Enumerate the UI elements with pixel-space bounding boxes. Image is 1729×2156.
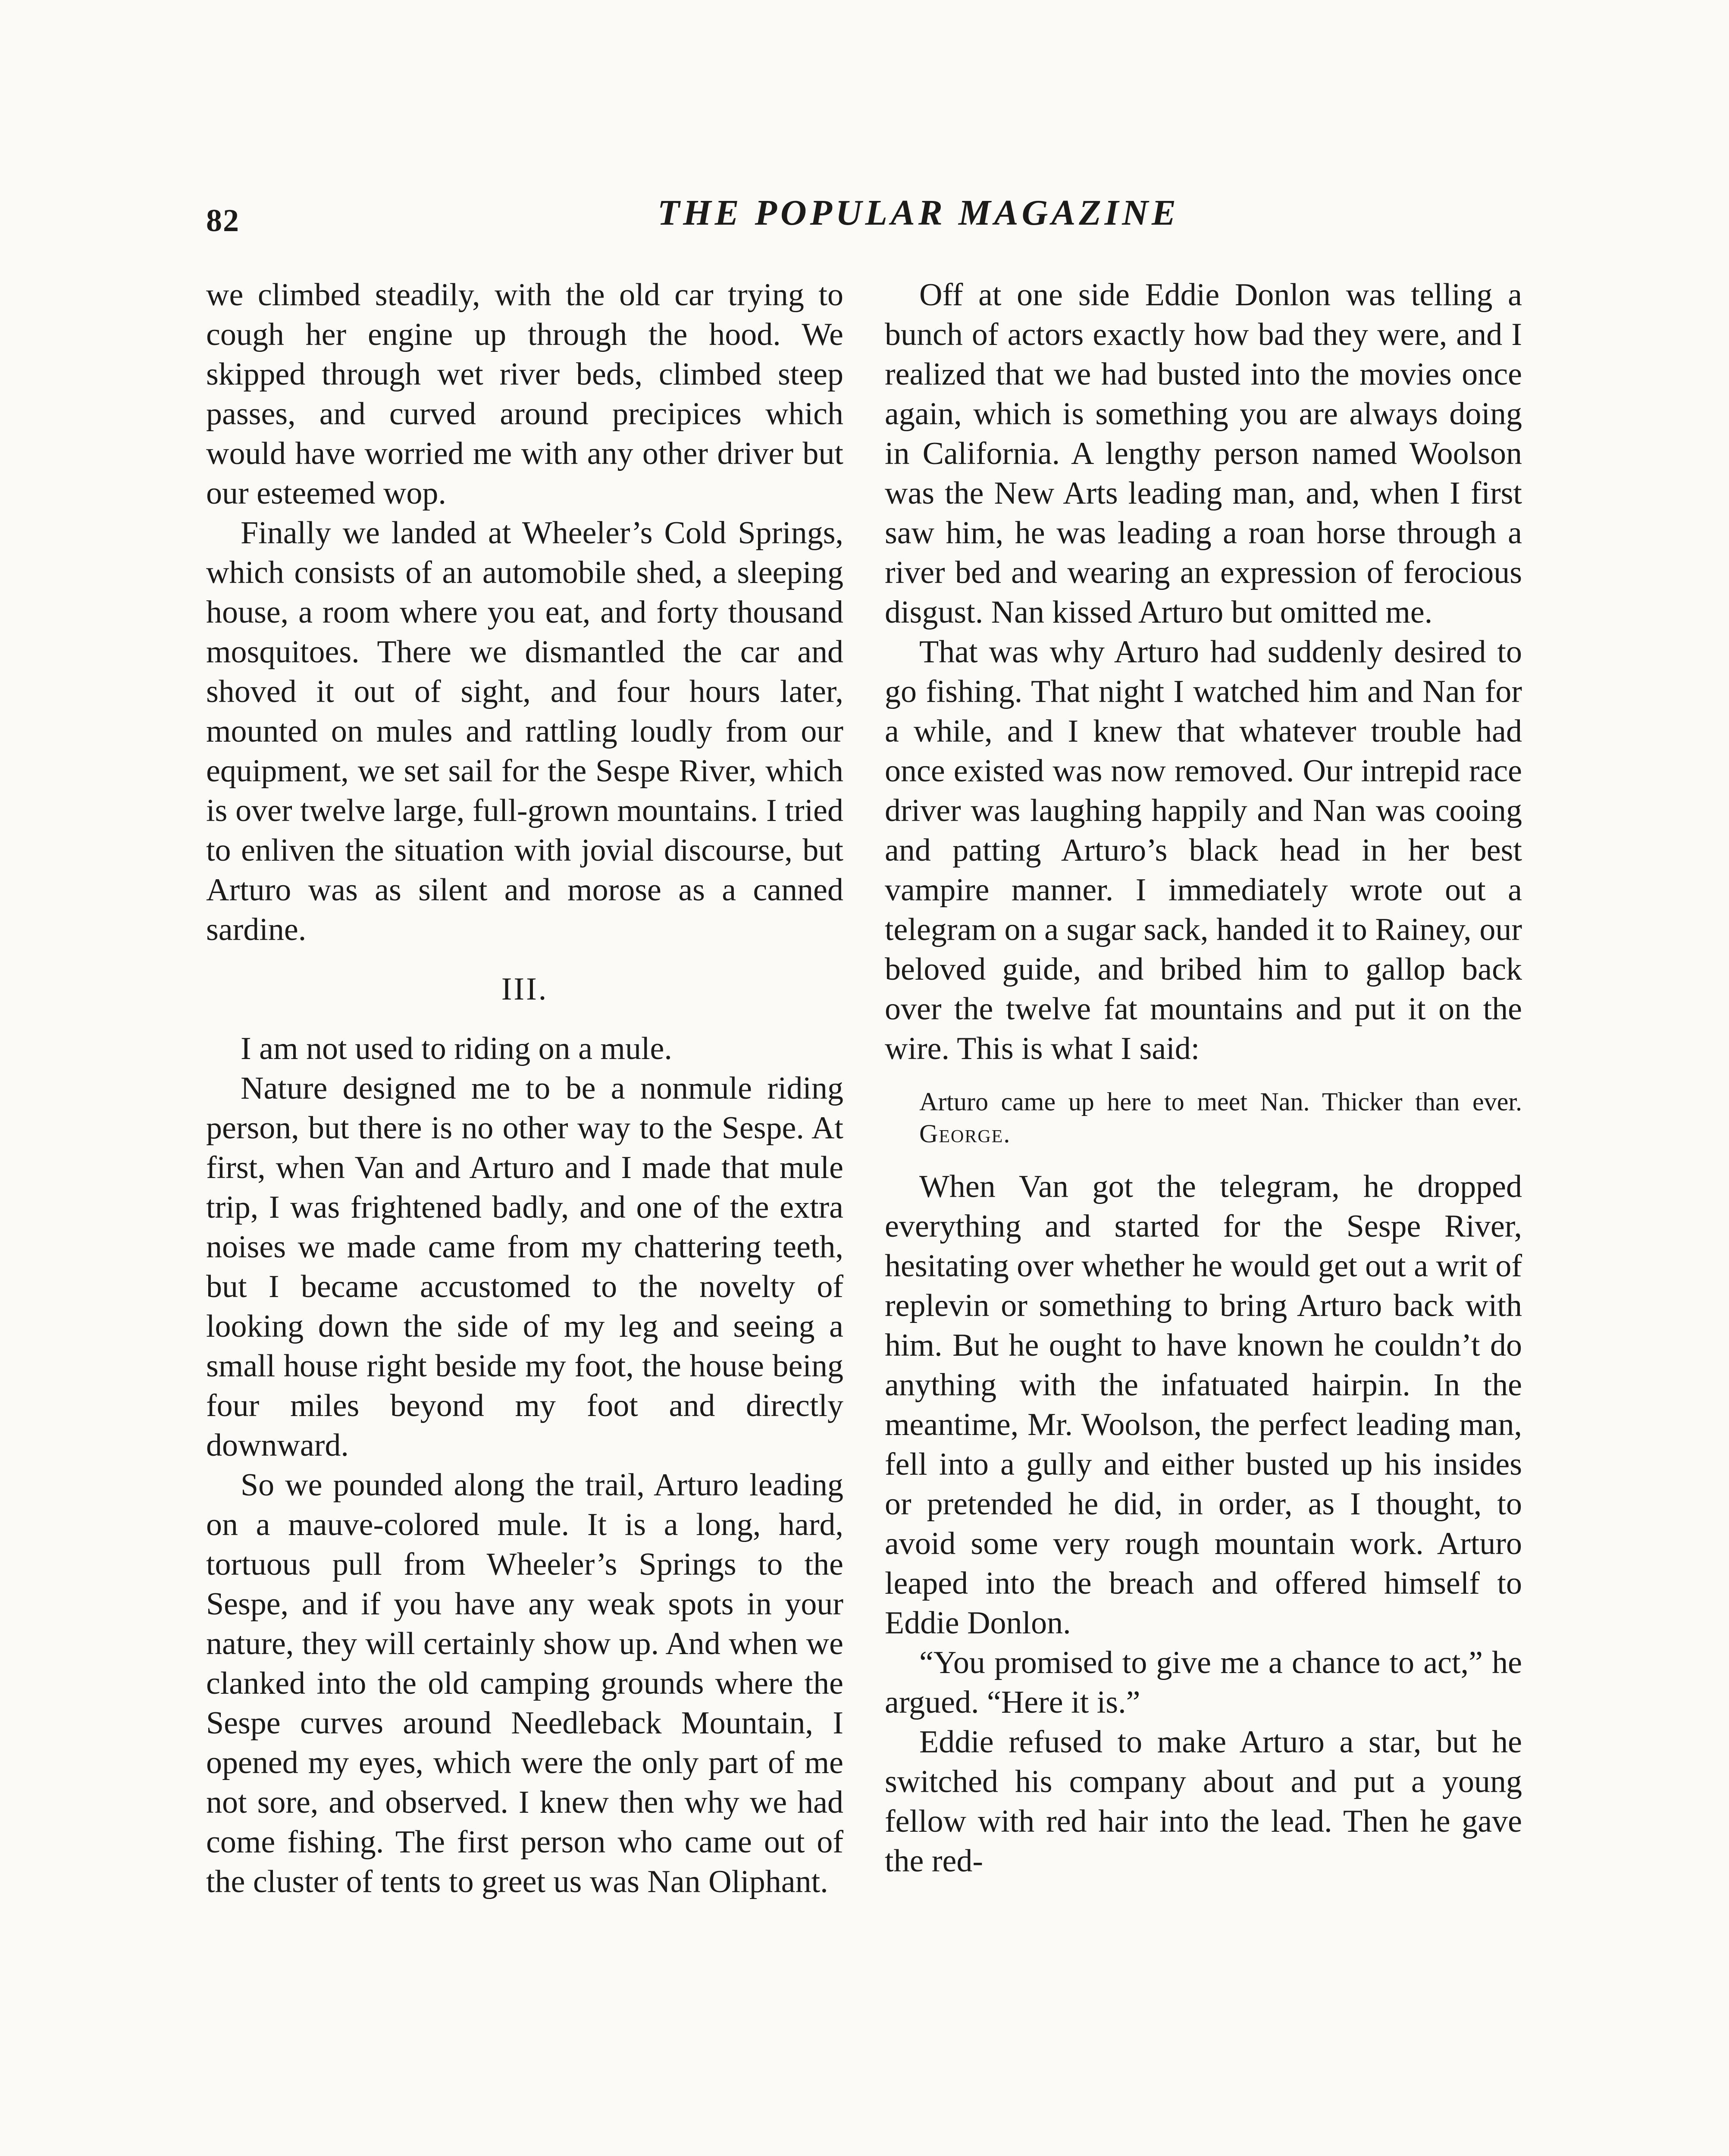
paragraph: That was why Arturo had suddenly desired to go fishing. That night I watched him and Nan for a while, and I knew that whatever trouble had once existed was now removed. Our intrepid race driver was laughing happily and Nan was cooing and patting Arturo’s black head in her best vampire manner. I immediately wrote out a telegram on a sugar sack, handed it to Rainey, our beloved guide, and bribed him to gallop back over the twelve fat mountains and put it on the wire. This is what I said: [885,634,1522,1066]
section-heading: III. [501,971,548,1007]
paragraph: “You promised to give me a chance to act,” he argued. “Here it is.” [885,1645,1522,1720]
paragraph: Finally we landed at Wheeler’s Cold Springs, which consists of an automobile shed, a sleeping house, a room where you eat, and forty thousand mosquitoes. There we dismantled the car and shoved it out of sight, and four hours later, mounted on mules and rattling loudly from our equipment, we set sail for the Sespe River, which is over twelve large, full-grown mountains. I tried to enliven the situation with jovial discourse, but Arturo was as silent and morose as a canned sardine. [206,515,843,947]
page-number: 82 [206,203,240,238]
telegram-signature: George. [919,1119,1011,1148]
paragraph: I am not used to riding on a mule. [241,1031,672,1066]
telegram-quote [919,1086,1522,1150]
paragraph: we climbed steadily, with the old car trying to cough her engine up through the hood. We skipped through wet river beds, climbed steep passes, and curved around precipices which would have worried me with any other driver but our esteemed wop. [206,277,843,511]
right-column [885,275,1522,1881]
paragraph: Off at one side Eddie Donlon was telling a bunch of actors exactly how bad they were, and I realized that we had busted into the movies once again, which is something you are always doing in California. A lengthy person named Woolson was the New Arts leading man, and, when I first saw him, he was leading a roan horse through a river bed and wearing an expression of ferocious disgust. Nan kissed Arturo but omitted me. [885,277,1522,630]
telegram-body: Arturo came up here to meet Nan. Thicker than ever. [919,1087,1522,1116]
paragraph: Nature designed me to be a nonmule riding person, but there is no other way to the Sespe. At first, when Van and Arturo and I made that mule trip, I was frightened badly, and one of the extra noises we made came from my chattering teeth, but I became accustomed to the novelty of looking down the side of my leg and seeing a small house right beside my foot, the house being four miles beyond my foot and directly downward. [206,1071,843,1463]
paragraph: When Van got the telegram, he dropped everything and started for the Sespe River, hesitating over whether he would get out a writ of replevin or something to bring Arturo back with him. But he ought to have known he couldn’t do anything with the infatuated hairpin. In the meantime, Mr. Woolson, the perfect leading man, fell into a gully and either busted up his insides or pretended he did, in order, as I thought, to avoid some very rough mountain work. Arturo leaped into the breach and offered himself to Eddie Donlon. [885,1169,1522,1641]
paragraph: Eddie refused to make Arturo a star, but he switched his company about and put a young fellow with red hair into the lead. Then he gave the red- [885,1724,1522,1879]
running-head: THE POPULAR MAGAZINE [657,193,1180,233]
paragraph: So we pounded along the trail, Arturo leading on a mauve-colored mule. It is a long, hard, tortuous pull from Wheeler’s Springs to the Sespe, and if you have any weak spots in your nature, they will certainly show up. And when we clanked into the old camping grounds where the Sespe curves around Needleback Mountain, I opened my eyes, which were the only part of me not sore, and observed. I knew then why we had come fishing. The first person who came out of the cluster of tents to greet us was Nan Oliphant. [206,1467,843,1899]
left-column [206,275,843,1902]
